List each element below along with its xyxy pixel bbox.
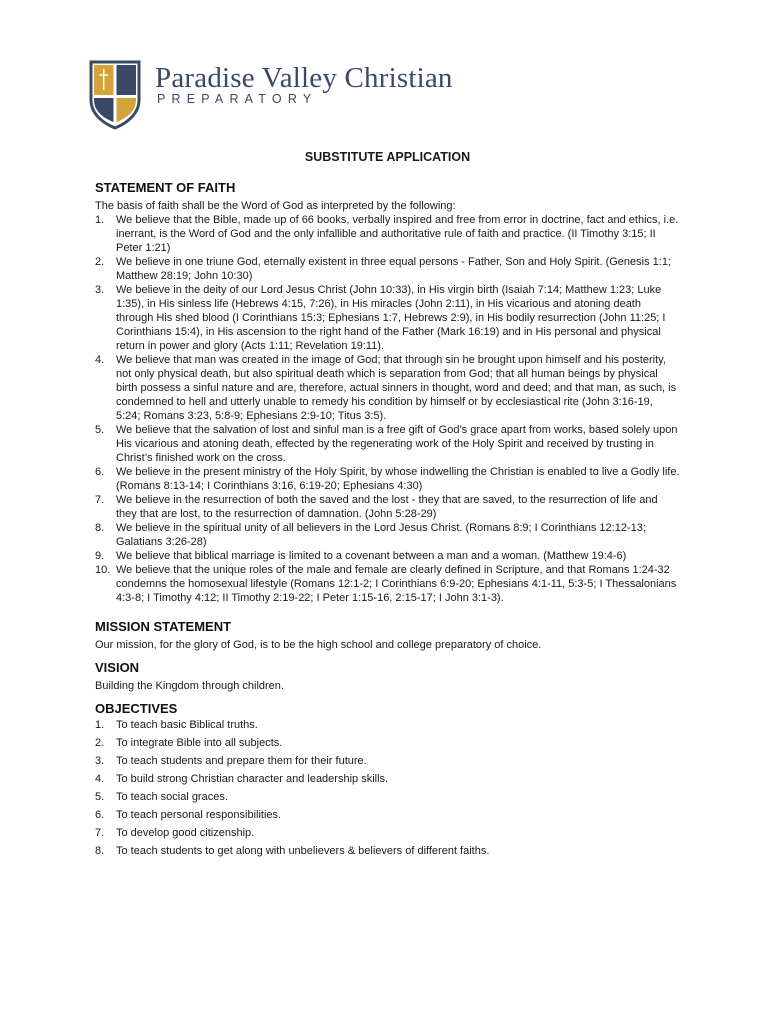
mission-text: Our mission, for the glory of God, is to be the high school and college preparatory of choice. <box>95 639 542 651</box>
objective-number: 3. <box>95 755 105 767</box>
objective-item <box>95 806 680 824</box>
faith-list <box>95 213 680 605</box>
faith-item-text: We believe in the present ministry of the Holy Spirit, by whose indwelling the Christian is enabled to live a Godly life. (Romans 8:13-14; I Corinthians 3:16, 6:19-20; Ephesians 4:30) <box>116 466 680 492</box>
faith-item-number: 6. <box>95 466 105 478</box>
objective-number: 7. <box>95 827 105 839</box>
objective-text: To integrate Bible into all subjects. <box>116 737 283 749</box>
statement-of-faith-section <box>95 180 680 605</box>
vision-heading: VISION <box>95 660 140 675</box>
faith-item <box>95 563 680 605</box>
brand-subtitle: PREPARATORY <box>157 92 318 106</box>
faith-item-number: 9. <box>95 550 105 562</box>
faith-item-number: 8. <box>95 522 105 534</box>
school-shield-logo-icon <box>89 60 141 130</box>
faith-item <box>95 465 680 493</box>
objective-item <box>95 734 680 752</box>
objective-text: To teach social graces. <box>116 791 228 803</box>
faith-item-text: We believe that the unique roles of the male and female are clearly defined in Scripture, and that Romans 1:24-32 condemns the homosexual lifestyle (Romans 12:1-2; I Corinthians 6:9-20; Ephesians 4:1-11, 5:3-5; I Thessalonians 4:3-8; I Timothy 4:12; II Timothy 2:19-22; I Peter 1:15-16, 2:15-17; I John 3:1-3). <box>116 564 677 604</box>
objective-text: To teach personal responsibilities. <box>116 809 282 821</box>
objective-text: To develop good citizenship. <box>116 827 255 839</box>
brand-name: Paradise Valley Christian <box>155 62 453 94</box>
objective-item <box>95 788 680 806</box>
objective-number: 5. <box>95 791 105 803</box>
objectives-heading: OBJECTIVES <box>95 701 178 716</box>
objectives-list <box>95 716 680 860</box>
faith-item-number: 4. <box>95 354 105 366</box>
faith-item-text: We believe in the deity of our Lord Jesus Christ (John 10:33), in His virgin birth (Isaiah 7:14; Matthew 1:23; Luke 1:35), in His sinless life (Hebrews 4:15, 7:26), in His miracles (John 2:11), in His vicarious and atoning death through His shed blood (I Corinthians 15:3; Ephesians 1:7, Hebrews 2:9), in His bodily resurrection (John 11:25; I Corinthians 15:4), in His ascension to the right hand of the Father (Mark 16:19) and in His personal and physical return in power and glory (Acts 1:11; Revelation 19:11). <box>116 284 666 352</box>
faith-item-number: 2. <box>95 256 105 268</box>
faith-item-number: 5. <box>95 424 105 436</box>
objective-text: To teach basic Biblical truths. <box>116 719 258 731</box>
faith-item-number: 1. <box>95 214 105 226</box>
vision-section <box>95 660 680 693</box>
faith-item-text: We believe that the Bible, made up of 66 books, verbally inspired and free from error in doctrine, fact and ethics, i.e. inerrant, is the Word of God and the only infallible and authoritative rule of faith and practice. (II Timothy 3:15; II Peter 1:21) <box>116 214 679 254</box>
faith-item <box>95 493 680 521</box>
faith-item-text: We believe in one triune God, eternally existent in three equal persons - Father, Son and Holy Spirit. (Genesis 1:1; Matthew 28:19; John 10:30) <box>116 256 671 282</box>
statement-of-faith-heading: STATEMENT OF FAITH <box>95 180 236 195</box>
faith-item <box>95 549 680 563</box>
faith-item-text: We believe that biblical marriage is limited to a covenant between a man and a woman. (Matthew 19:4-6) <box>116 550 627 562</box>
faith-item-text: We believe in the spiritual unity of all believers in the Lord Jesus Christ. (Romans 8:9; I Corinthians 12:12-13; Galatians 3:26-28) <box>116 522 646 548</box>
faith-item <box>95 521 680 549</box>
faith-item-text: We believe that the salvation of lost and sinful man is a free gift of God’s grace apart from works, based solely upon His vicarious and atoning death, effected by the regenerating work of the Holy Spirit and received by trusting in Christ’s finished work on the cross. <box>116 424 678 464</box>
objective-item <box>95 716 680 734</box>
faith-item-text: We believe in the resurrection of both the saved and the lost - they that are saved, to the resurrection of life and they that are lost, to the resurrection of damnation. (John 5:28-29) <box>116 494 658 520</box>
faith-item-number: 3. <box>95 284 105 296</box>
objective-number: 6. <box>95 809 105 821</box>
objective-number: 1. <box>95 719 105 731</box>
school-header <box>89 60 569 132</box>
objectives-section <box>95 701 680 860</box>
vision-text: Building the Kingdom through children. <box>95 680 284 692</box>
objective-item <box>95 842 680 860</box>
faith-item <box>95 213 680 255</box>
document-body <box>95 150 680 860</box>
faith-item <box>95 353 680 423</box>
objective-number: 2. <box>95 737 105 749</box>
faith-item <box>95 423 680 465</box>
objective-text: To build strong Christian character and leadership skills. <box>116 773 389 785</box>
objective-text: To teach students to get along with unbelievers & believers of different faiths. <box>116 845 490 857</box>
objective-item <box>95 770 680 788</box>
faith-intro: The basis of faith shall be the Word of God as interpreted by the following: <box>95 200 456 212</box>
faith-item-number: 7. <box>95 494 105 506</box>
objective-number: 8. <box>95 845 105 857</box>
objective-number: 4. <box>95 773 105 785</box>
faith-item <box>95 283 680 353</box>
mission-section <box>95 619 680 652</box>
objective-text: To teach students and prepare them for their future. <box>116 755 367 767</box>
mission-heading: MISSION STATEMENT <box>95 619 232 634</box>
objective-item <box>95 824 680 842</box>
document-title: SUBSTITUTE APPLICATION <box>304 150 471 164</box>
faith-item <box>95 255 680 283</box>
faith-item-number: 10. <box>95 564 111 576</box>
faith-item-text: We believe that man was created in the image of God; that through sin he brought upon himself and his posterity, not only physical death, but also spiritual death which is separation from God; that all human beings by physical birth possess a sinful nature and are, therefore, actual sinners in thought, word and deed; and that man, as such, is condemned to hell and utterly unable to remedy his condition by himself or by ecclesiastical rite (John 3:16-19, 5:24; Romans 3:23, 5:8-9; Ephesians 2:9-10; Titus 3:5). <box>116 354 677 422</box>
objective-item <box>95 752 680 770</box>
